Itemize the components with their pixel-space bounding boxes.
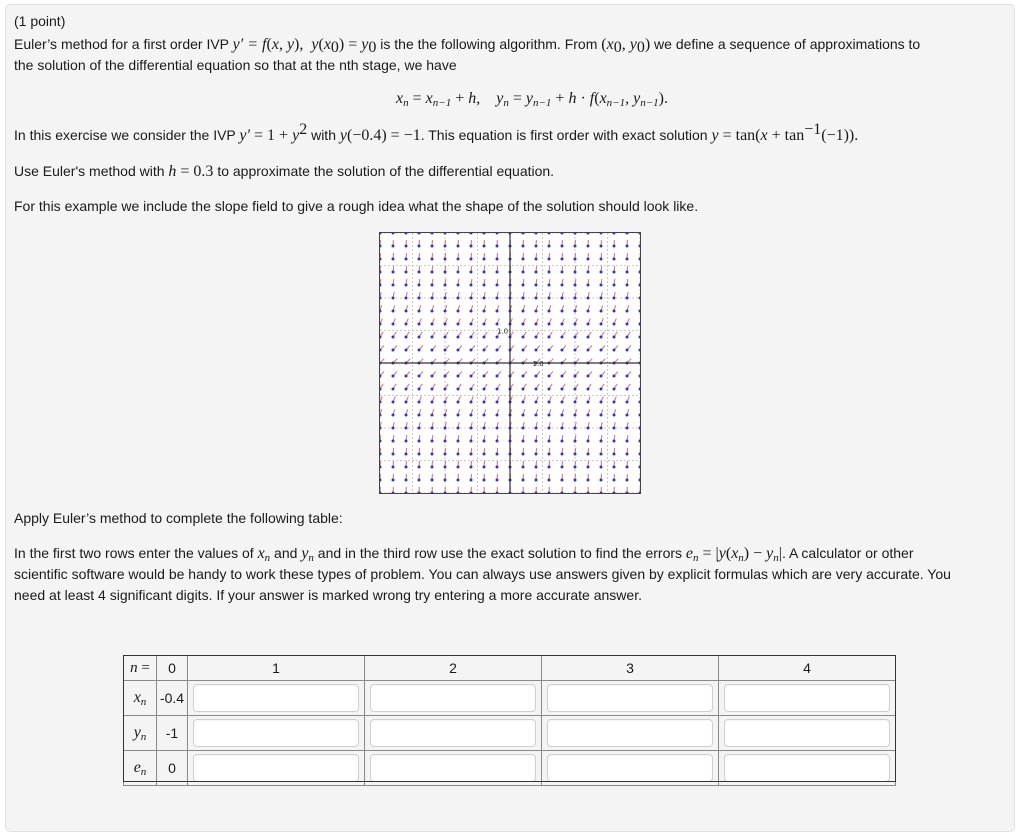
col-header: 4 bbox=[719, 656, 896, 681]
recurrence-formula: $x_n = x_{n-1} + h$, $y_n = y_{n-1} + h \cdot f(x_{n-1}$, $y_{n-1}$). bbox=[396, 90, 668, 109]
n-label: n = bbox=[124, 656, 157, 681]
instr-text: In the first two rows enter the values of bbox=[14, 545, 258, 561]
error-formula: $e_n$ bbox=[685, 545, 699, 564]
x4-input[interactable] bbox=[724, 684, 890, 712]
table-row-xn bbox=[124, 681, 896, 716]
instructions-line-3: need at least 4 significant digits. If your answer is marked wrong try entering a more accurate answer. bbox=[14, 587, 642, 603]
instr-text: and bbox=[270, 545, 302, 561]
initial-condition-formula: y bbox=[339, 127, 347, 144]
e2-input[interactable] bbox=[370, 754, 536, 782]
points-label: (1 point) bbox=[14, 13, 66, 29]
initial-value: -0.4 bbox=[157, 681, 188, 716]
ode-formula: y′ bbox=[239, 127, 251, 144]
slope-field-graph bbox=[379, 232, 641, 494]
table-header-row bbox=[124, 656, 896, 681]
apply-instruction: Apply Euler’s method to complete the following table: bbox=[14, 510, 343, 526]
euler-table bbox=[123, 655, 896, 786]
exact-solution-formula: y bbox=[711, 127, 719, 144]
x1-input[interactable] bbox=[193, 684, 359, 712]
step-text: Use Euler's method with bbox=[14, 163, 169, 179]
instructions-line-1: In the first two rows enter the values of $x_n$ and $y_n$ and in the third row use the exact solution to find the errors $e_n = |y(x_n) - y_n|$. A calculator or other bbox=[14, 545, 914, 564]
e3-input[interactable] bbox=[547, 754, 713, 782]
intro-text: is the the following algorithm. From bbox=[376, 36, 602, 52]
x-tick-label: 1.0 bbox=[532, 360, 544, 368]
col-header: 3 bbox=[542, 656, 719, 681]
ivp-formula: y′ = f bbox=[232, 36, 267, 53]
y4-input[interactable] bbox=[724, 719, 890, 747]
row-label-en: $e_n$ bbox=[124, 751, 157, 786]
x3-input[interactable] bbox=[547, 684, 713, 712]
intro-line-1: Euler’s method for a first order IVP y′ = f(x, y), $y(x_0) = y_0$ is the the following algorithm. From ($x_0$, $y_0$) we define a sequence of approximations to bbox=[14, 36, 921, 56]
table-row-yn bbox=[124, 716, 896, 751]
yn-symbol: $y_n$ bbox=[301, 545, 314, 564]
initial-value: 0 bbox=[157, 751, 188, 786]
intro-text: Euler’s method for a first order IVP bbox=[14, 36, 233, 52]
xn-symbol: $x_n$ bbox=[257, 545, 271, 564]
exercise-text: . This equation is first order with exact solution bbox=[420, 127, 712, 143]
y2-input[interactable] bbox=[370, 719, 536, 747]
exercise-text: In this exercise we consider the IVP bbox=[14, 127, 240, 143]
y3-input[interactable] bbox=[547, 719, 713, 747]
x2-input[interactable] bbox=[370, 684, 536, 712]
row-label-yn: $y_n$ bbox=[124, 716, 157, 751]
exercise-line: In this exercise we consider the IVP $y' = 1 + y^2$ with y(−0.4) = −1. This equation is first order with exact solution $y = \tan(x + \tan^{-1}(-1))$. bbox=[14, 121, 859, 144]
exercise-text: with bbox=[307, 127, 340, 143]
col-header: 1 bbox=[188, 656, 365, 681]
slope-field-intro: For this example we include the slope field to give a rough idea what the shape of the solution should look like. bbox=[14, 198, 699, 214]
e4-input[interactable] bbox=[724, 754, 890, 782]
row-label-xn: $x_n$ bbox=[124, 681, 157, 716]
step-size-formula: h bbox=[168, 163, 177, 180]
initial-value: -1 bbox=[157, 716, 188, 751]
step-line: Use Euler's method with h = 0.3 to approximate the solution of the differential equation. bbox=[14, 163, 555, 180]
instr-text: and in the third row use the exact solution to find the errors bbox=[313, 545, 686, 561]
col-header: 2 bbox=[365, 656, 542, 681]
intro-line-2: the solution of the differential equation so that at the nth stage, we have bbox=[14, 57, 457, 73]
start-point-formula: x bbox=[606, 36, 614, 53]
table-row-en bbox=[124, 751, 896, 786]
slope-field-svg bbox=[379, 232, 641, 494]
instr-text: . A calculator or other bbox=[781, 545, 914, 561]
intro-text: we define a sequence of approximations to bbox=[650, 36, 921, 52]
e1-input[interactable] bbox=[193, 754, 359, 782]
y-tick-label: 1.0 bbox=[497, 327, 509, 336]
y1-input[interactable] bbox=[193, 719, 359, 747]
instructions-line-2: scientific software would be handy to work these types of problem. You can always use answers given by explicit formulas which are very accurate. You bbox=[14, 566, 951, 582]
col-header: 0 bbox=[157, 656, 188, 681]
step-text: to approximate the solution of the differential equation. bbox=[213, 163, 555, 179]
